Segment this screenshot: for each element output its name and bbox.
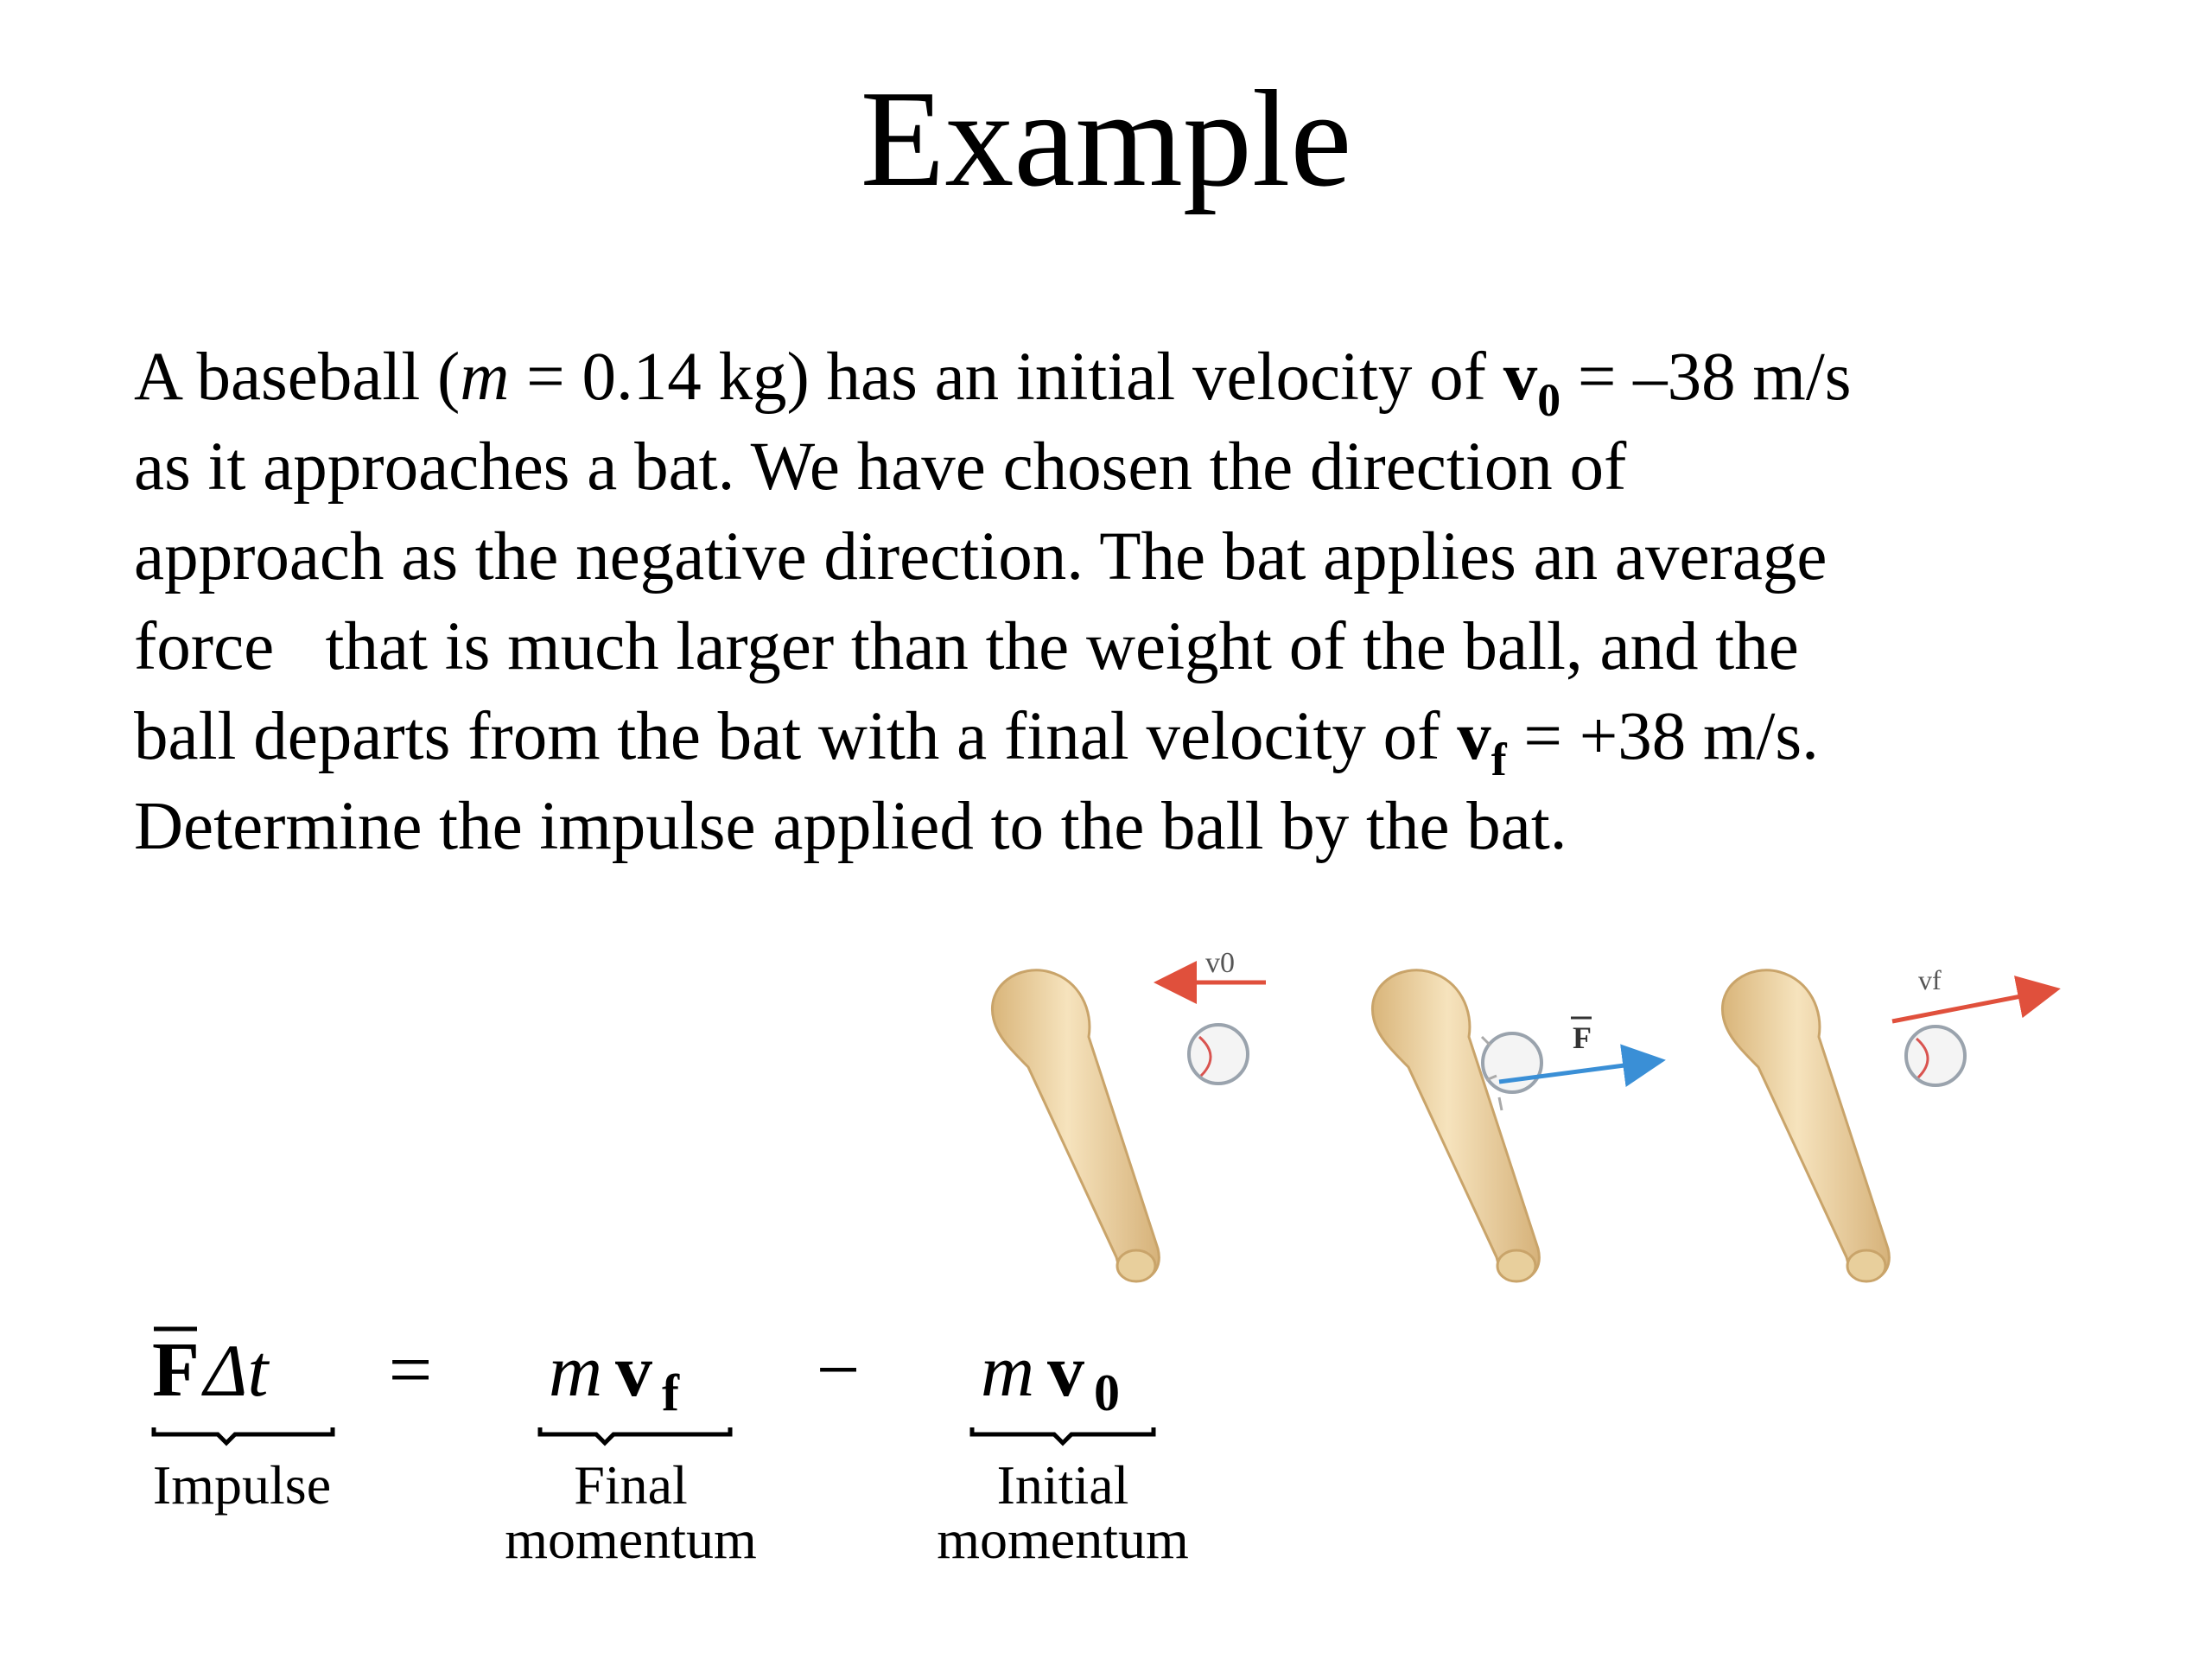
baseball-3 xyxy=(1906,1027,1965,1085)
velocity-final-arrow xyxy=(1892,990,2052,1021)
brace-final xyxy=(540,1427,730,1443)
velocity-symbol: v xyxy=(1457,699,1491,774)
label-initial-1: Initial xyxy=(996,1454,1129,1516)
problem-line-2: as it approaches a bat. We have chosen the direction of xyxy=(134,429,1627,505)
bat-1 xyxy=(992,970,1159,1281)
eq-delta-t: Δt xyxy=(204,1329,269,1412)
baseball-1 xyxy=(1189,1025,1248,1084)
brace-impulse xyxy=(154,1427,333,1443)
label-vf: vf xyxy=(1918,964,1942,995)
label-final-1: Final xyxy=(574,1454,688,1516)
eq-minus: − xyxy=(816,1327,861,1413)
label-force: F xyxy=(1573,1020,1592,1055)
label-final-2: momentum xyxy=(505,1509,757,1570)
problem-line-3: approach as the negative direction. The bat applies an average xyxy=(134,519,1827,594)
brace-initial xyxy=(972,1427,1154,1443)
eq-equals: = xyxy=(388,1327,433,1413)
problem-line-1: A baseball (m = 0.14 kg) has an initial velocity of $v_0 = -38$ m/s xyxy=(134,340,1852,426)
eq-force-symbol: F xyxy=(152,1327,200,1413)
velocity-symbol: v xyxy=(1503,340,1538,415)
eq-velocity-2: v xyxy=(1047,1329,1084,1412)
slide-title: Example xyxy=(860,61,1352,215)
label-impulse: Impulse xyxy=(152,1454,332,1516)
bat-ball-figure xyxy=(968,925,2091,1322)
baseball-2 xyxy=(1482,1033,1541,1110)
eq-mass-2: m xyxy=(981,1329,1035,1412)
bat-3 xyxy=(1722,970,1889,1281)
eq-velocity-2-sub: 0 xyxy=(1094,1364,1120,1421)
problem-line-5: ball departs from the bat with a final velocity of $v_f = +38$ m/s. xyxy=(134,699,1819,785)
label-v0: v0 xyxy=(1205,947,1235,979)
bat-2 xyxy=(1372,970,1539,1281)
eq-velocity-1-sub: f xyxy=(662,1364,679,1421)
problem-line-6: Determine the impulse applied to the ball by the bat. xyxy=(134,789,1567,864)
eq-velocity-1: v xyxy=(615,1329,652,1412)
problem-statement xyxy=(134,333,2121,872)
label-initial-2: momentum xyxy=(937,1509,1189,1570)
eq-mass-1: m xyxy=(549,1329,603,1412)
mass-symbol: m xyxy=(460,340,510,415)
problem-line-4: force that is much larger than the weight of the ball, and the xyxy=(134,609,1799,684)
impulse-momentum-equation xyxy=(112,1313,1322,1581)
